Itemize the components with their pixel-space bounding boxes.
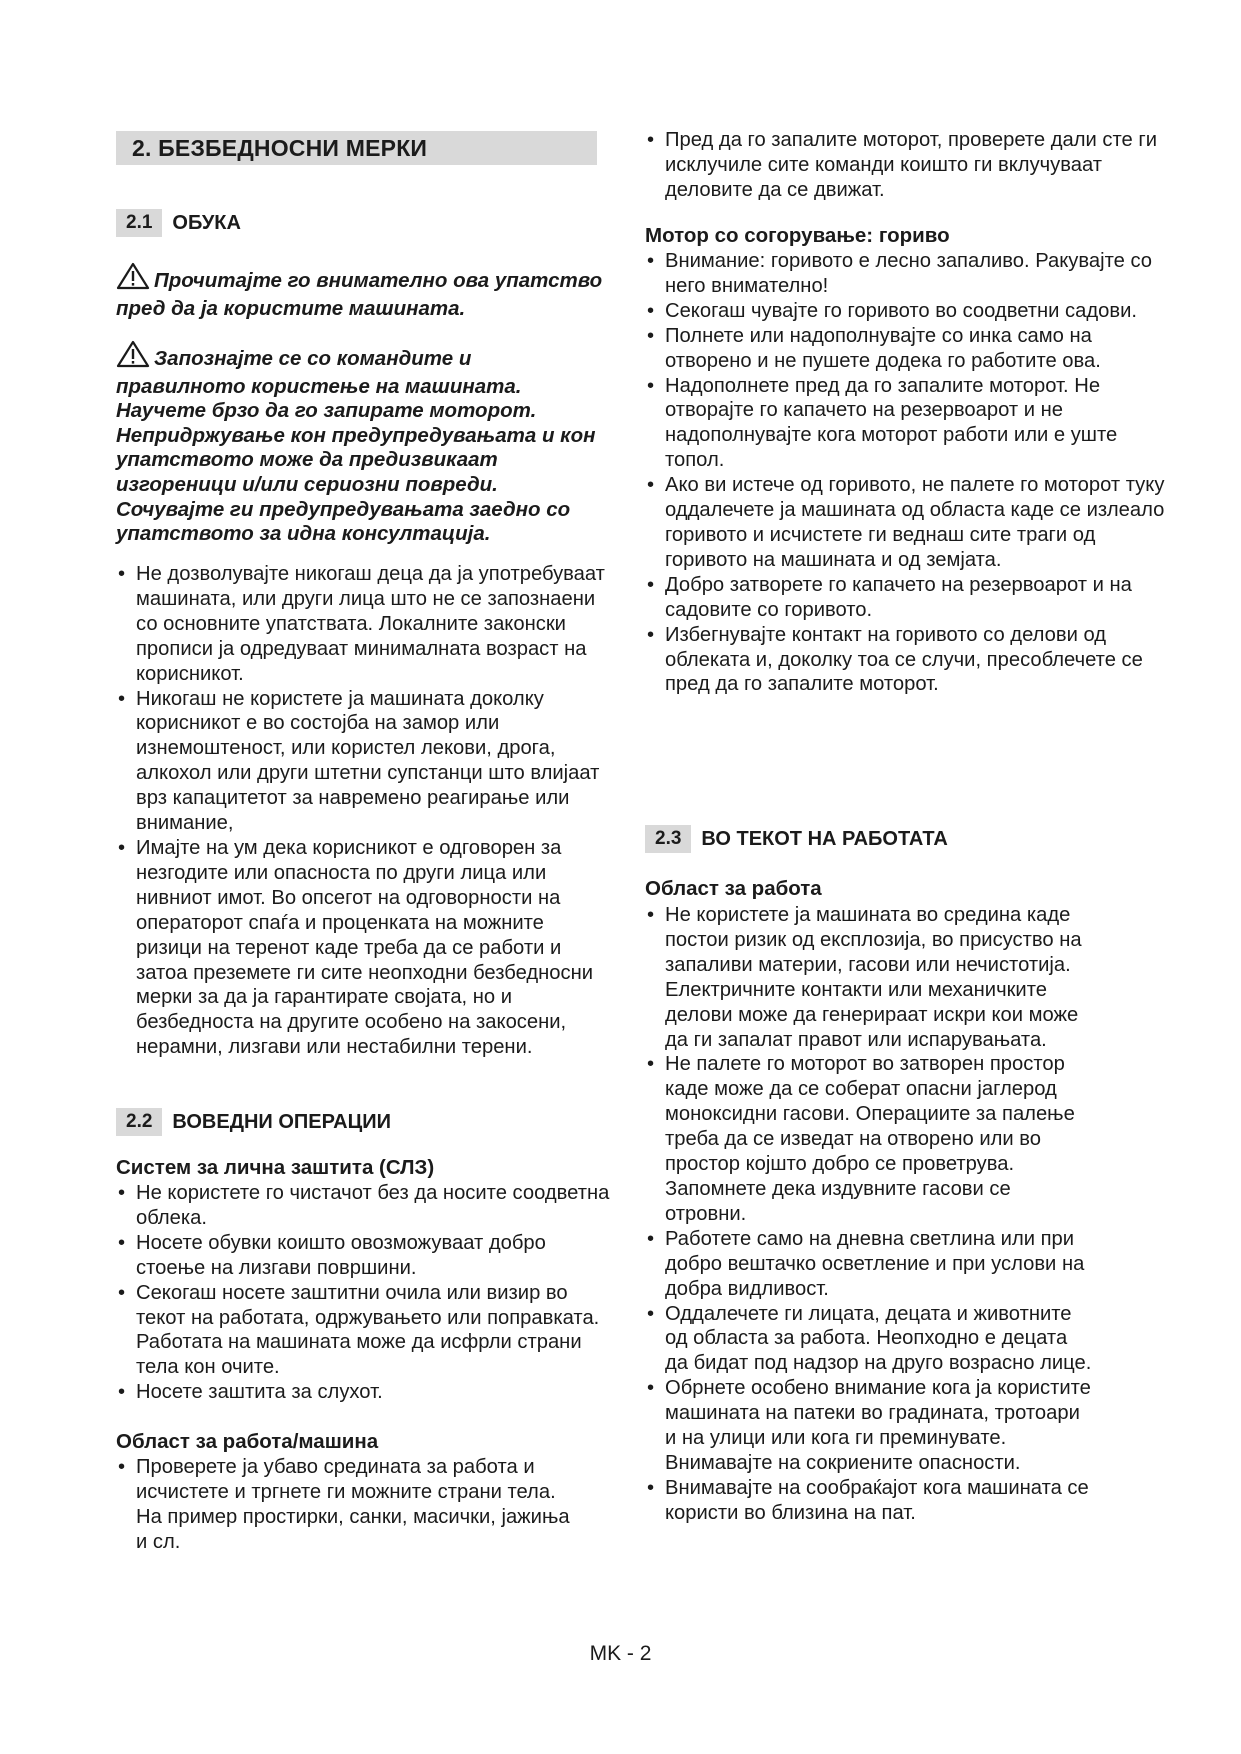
list-item: • Не палете го моторот во затворен простор каде може да се соберат опасни јаглерод моноксидни гасови. Операциите за палење треба да се изведат на отворено или во простор којшто добро се проветрува. Запомнете дека издувните гасови се отровни.	[645, 1052, 1095, 1226]
list-item: • Обрнете особено внимание кога ја користите машината на патеки во градината, тротоари и на улици или кога ги преминувате. Внимавајте на сокриените опасности.	[645, 1376, 1095, 1476]
start-check-list	[645, 128, 1165, 203]
list-item: • Секогаш носете заштитни очила или визир во текот на работата, одржувањето или поправката. Работата на машината може да исфрли страни тела кон очите.	[116, 1281, 610, 1381]
section-title: 2. БЕЗБЕДНОСНИ МЕРКИ	[116, 131, 597, 165]
list-item: • Внимание: горивото е лесно запаливо. Ракувајте со него внимателно!	[645, 249, 1165, 299]
list-item: • Внимавајте на сообраќајот кога машината се користи во близина на пат.	[645, 1476, 1095, 1526]
ppe-list	[116, 1181, 610, 1405]
list-item: • Не дозволувајте никогаш деца да ја употребуваат машината, или други лица што не се запознаени со основните упатствата. Локалните законски прописи ја одредуваат минималната возраст на корисникот.	[116, 562, 610, 687]
section-2-1-heading	[116, 209, 241, 237]
work-area-machine-list	[116, 1455, 586, 1555]
list-item: • Надополнете пред да го запалите моторот. Не отворајте го капачето на резервоарот и не надополнувајте кога моторот работи или е уште топол.	[645, 374, 1165, 474]
list-item: • Секогаш чувајте го горивото во соодветни садови.	[645, 299, 1165, 324]
section-number: 2.3	[645, 825, 691, 853]
list-item: • Ако ви истече од горивото, не палете го моторот туку оддалечете ја машината од областа каде се излеало горивото и исчистете ги веднаш сите траги од горивото на машината и од земјата.	[645, 473, 1165, 573]
section-label: ОБУКА	[172, 211, 241, 234]
section-label: ВОВЕДНИ ОПЕРАЦИИ	[172, 1110, 391, 1133]
warning-read-manual	[116, 262, 606, 321]
warning-text: Прочитајте го внимателно ова упатство пред да ја користите машината.	[116, 269, 603, 320]
work-area-machine-heading: Област за работа/машина	[116, 1430, 379, 1453]
list-item: • Работете само на дневна светлина или при добро вештачко осветление и при услови на добра видливост.	[645, 1227, 1095, 1302]
section-2-2-heading	[116, 1108, 391, 1136]
list-item: • Оддалечете ги лицата, децата и животните од областа за работа. Неопходно е децата да бидат под надзор на друго возрасно лице.	[645, 1302, 1095, 1377]
fuel-heading: Мотор со согорување: гориво	[645, 224, 950, 247]
list-item: • Добро затворете го капачето на резервоарот и на садовите со горивото.	[645, 573, 1165, 623]
list-item: • Не користете ја машината во средина каде постои ризик од експлозија, во присуство на запаливи материи, гасови или нечистотија. Електричните контакти или механичките делови може да генерираат искри кои може да ги запалат правот или испарувањата.	[645, 903, 1095, 1052]
list-item: • Носете заштита за слухот.	[116, 1380, 610, 1405]
section-label: ВО ТЕКОТ НА РАБОТАТА	[701, 827, 948, 850]
section-number: 2.2	[116, 1108, 162, 1136]
page-number: MK - 2	[589, 1642, 652, 1665]
work-area-heading: Област за работа	[645, 877, 822, 900]
list-item: • Полнете или надополнувајте со инка само на отворено и не пушете додека го работите ова.	[645, 324, 1165, 374]
list-item: • Пред да го запалите моторот, проверете дали сте ги исклучиле сите команди коишто ги вклучуваат деловите да се движат.	[645, 128, 1165, 203]
fuel-list	[645, 249, 1165, 697]
work-area-list	[645, 903, 1095, 1526]
list-item: • Избегнувајте контакт на горивото со делови од облеката и, доколку тоа се случи, пресоблечете се пред да го запалите моторот.	[645, 623, 1165, 698]
warning-triangle-icon	[116, 340, 150, 375]
warning-text: Запознајте се со командите и правилното користење на машината. Научете брзо да го запирате моторот. Непридржување кон предупредувањата и кон упатството може да предизвикаат изгореници и/или сериозни повреди. Сочувајте ги предупредувањата заедно со упатството за идна консултација.	[116, 347, 596, 546]
list-item: • Имајте на ум дека корисникот е одговорен за незгодите или опасноста по други лица или нивниот имот. Во опсегот на одговорности на операторот спаѓа и проценката на можните ризици на теренот каде треба да се работи и затоа преземете ги сите неопходни безбедносни мерки за да ја гарантирате својата, но и безбедноста на другите особено на закосени, нерамни, лизгави или нестабилни терени.	[116, 836, 610, 1060]
training-list	[116, 562, 610, 1060]
warning-triangle-icon	[116, 262, 150, 297]
list-item: • Носете обувки коишто овозможуваат добро стоење на лизгави површини.	[116, 1231, 610, 1281]
section-2-3-heading	[645, 825, 948, 853]
ppe-heading: Систем за лична заштита (СЛЗ)	[116, 1156, 435, 1179]
warning-controls	[116, 340, 606, 547]
section-number: 2.1	[116, 209, 162, 237]
list-item: • Проверете ја убаво средината за работа и исчистете и тргнете ги можните страни тела. На пример простирки, санки, масички, јажиња и сл.	[116, 1455, 586, 1555]
list-item: • Никогаш не користете ја машината доколку корисникот е во состојба на замор или изнемоштеност, или користел лекови, дрога, алкохол или други штетни супстанци што влијаат врз капацитетот за навремено реагирање или внимание,	[116, 687, 610, 836]
list-item: • Не користете го чистачот без да носите соодветна облека.	[116, 1181, 610, 1231]
